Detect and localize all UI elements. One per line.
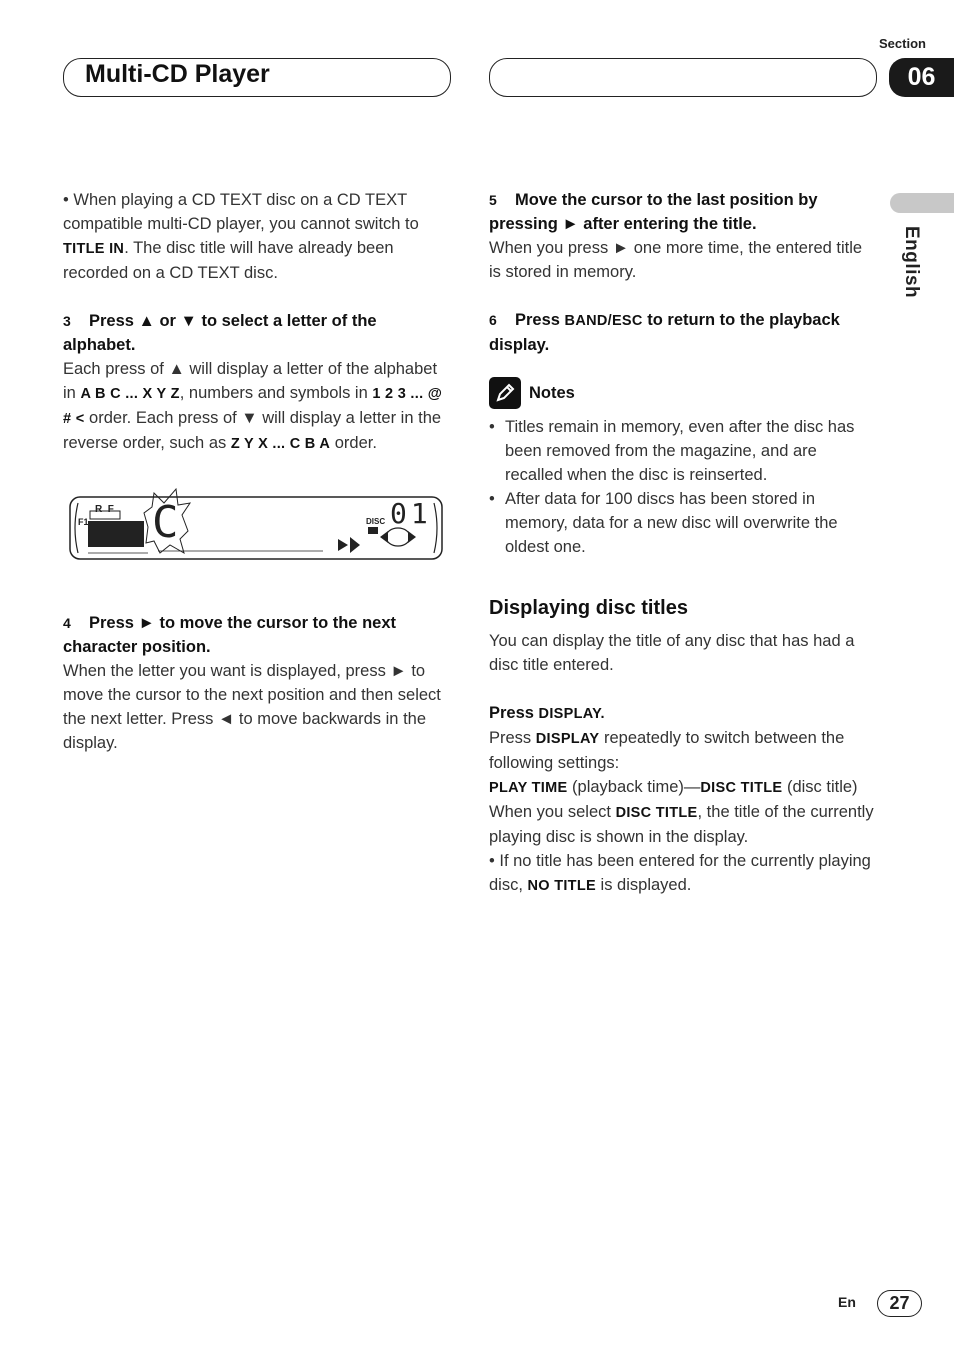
step-4-heading: 4 Press ► to move the cursor to the next character position. <box>63 614 396 656</box>
left-column-lower <box>63 611 451 755</box>
press-display-heading: Press DISPLAY. <box>489 704 605 722</box>
lcd-rf: R F <box>95 504 114 515</box>
notes-title: Notes <box>529 384 575 402</box>
lcd-f1: F1 <box>78 517 89 527</box>
note-item: • Titles remain in memory, even after the disc has been removed from the magazine, and are recalled when the disc is reinserted. <box>489 415 877 487</box>
step-3-heading: 3 Press ▲ or ▼ to select a letter of the alphabet. <box>63 312 377 354</box>
header-empty-frame <box>489 58 877 97</box>
page-title: Multi-CD Player <box>85 60 270 88</box>
disc-titles-heading: Displaying disc titles <box>489 597 688 619</box>
disc-titles-p3: When you select DISC TITLE, the title of the currently playing disc is shown in the display. <box>489 803 874 846</box>
lcd-disc-label: DISC <box>366 517 386 526</box>
lcd-display-svg <box>68 487 444 561</box>
notes-list <box>489 415 877 559</box>
section-label: Section <box>879 36 926 51</box>
left-column <box>63 188 451 456</box>
note-item: • After data for 100 discs has been stored in memory, data for a new disc will overwrite the oldest one. <box>489 487 877 559</box>
pencil-icon <box>489 377 521 409</box>
disc-titles-intro: You can display the title of any disc that has had a disc title entered. <box>489 632 855 674</box>
lcd-letter: C <box>152 497 179 548</box>
step-6-heading: 6 Press BAND/ESC to return to the playback display. <box>489 311 840 354</box>
lcd-disc-number: 01 <box>390 497 432 530</box>
right-column <box>489 188 877 898</box>
lcd-display-illustration <box>68 487 444 561</box>
disc-titles-p4: • If no title has been entered for the currently playing disc, NO TITLE is displayed. <box>489 852 871 894</box>
step-5-body: When you press ► one more time, the entered title is stored in memory. <box>489 239 863 281</box>
language-tab-label: English <box>901 226 922 299</box>
footer-lang: En <box>838 1294 856 1310</box>
step-3-body: Each press of ▲ will display a letter of the alphabet in A B C ... X Y Z, numbers and symbols in 1 2 3 ... @ # < order. Each press of ▼ will display a letter in the reverse order, such as Z Y X ... C B A order. <box>63 360 443 452</box>
notes-heading <box>489 377 877 409</box>
step-4-body: When the letter you want is displayed, press ► to move the cursor to the next position and then select the next letter. Press ◄ to move backwards in the display. <box>63 662 441 752</box>
section-number-badge: 06 <box>889 58 954 97</box>
step-5-heading: 5 Move the cursor to the last position by pressing ► after entering the title. <box>489 191 818 233</box>
disc-titles-p1: Press DISPLAY repeatedly to switch between the following settings: <box>489 729 845 772</box>
disc-titles-p2: PLAY TIME (playback time)—DISC TITLE (disc title) <box>489 778 858 796</box>
intro-bullet: • When playing a CD TEXT disc on a CD TEXT compatible multi-CD player, you cannot switch to TITLE IN. The disc title will have already been recorded on a CD TEXT disc. <box>63 191 419 282</box>
page-number: 27 <box>877 1290 922 1317</box>
side-tab <box>890 193 954 213</box>
